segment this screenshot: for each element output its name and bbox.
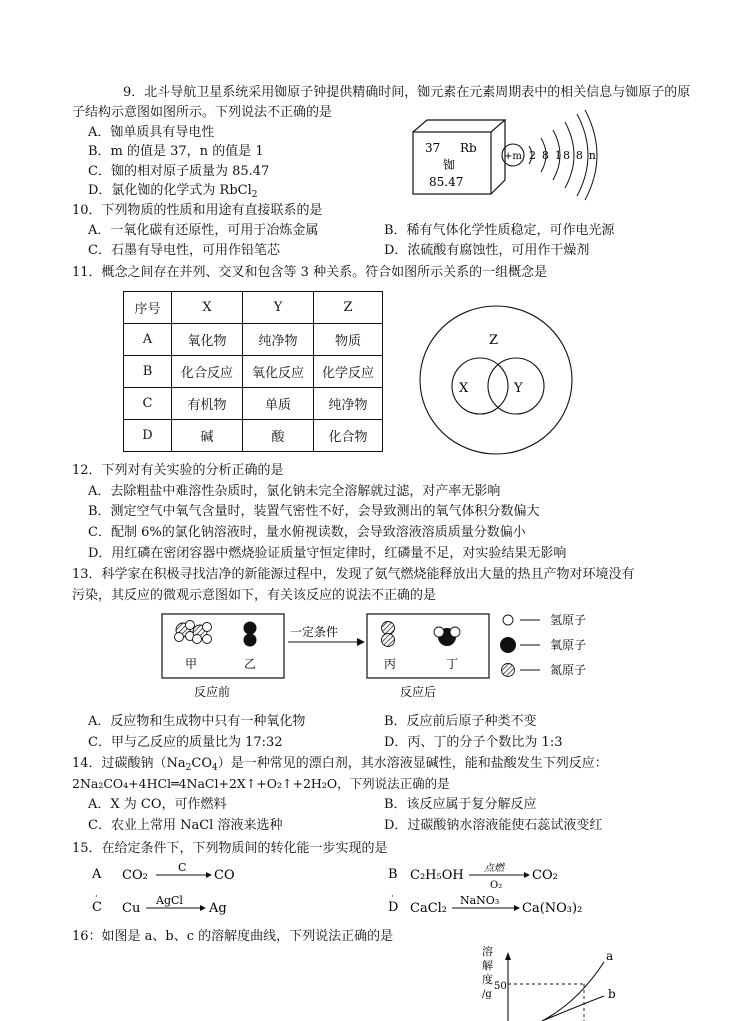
- q15-b-condition-bottom: O₂: [490, 880, 503, 891]
- label-bing: 丙: [384, 657, 397, 671]
- table-cell: 化合物: [314, 420, 383, 452]
- venn-diagram: [418, 300, 576, 456]
- arrow-icon: [200, 905, 206, 911]
- table-cell: C: [124, 388, 172, 420]
- table-cell: 物质: [314, 324, 383, 356]
- table-cell: 化学反应: [314, 356, 383, 388]
- label-ding: 丁: [446, 657, 459, 671]
- nucleus-charge: +m: [504, 151, 522, 162]
- q15-c-condition: AgCl: [156, 894, 183, 907]
- q13-option-c: C．甲与乙反应的质量比为 17:32: [88, 735, 283, 750]
- oxygen-atom-icon: [500, 637, 516, 653]
- q9-option-d: D．氯化铷的化学式为 RbCl$_2$: [88, 183, 258, 200]
- q10-option-b: B．稀有气体化学性质稳定，可作电光源: [384, 223, 615, 238]
- table-cell: D: [124, 420, 172, 452]
- dot-mark: ·: [95, 892, 98, 902]
- q12-option-c: C．配制 6%的氯化钠溶液时，量水俯视读数，会导致溶液溶质质量分数偏小: [88, 525, 526, 540]
- q13-stem-line1: 13．科学家在积极寻找洁净的新能源过程中，发现了氨气燃烧能释放出大量的热且产物对环境没有: [72, 567, 635, 582]
- curve-a: [542, 962, 604, 1021]
- header-cell: 序号: [124, 292, 172, 324]
- q15-conversions: [88, 860, 608, 922]
- hydrogen-atom-icon: [503, 615, 513, 625]
- q13-option-b: B．反应前后原子种类不变: [384, 714, 537, 729]
- nitrogen-atom-icon: [502, 664, 515, 677]
- q14-stem-line1: 14．过碳酸钠$(Na_2CO_4)$是一种常见的漂白剂，其水溶液显碱性，能和盐酸发生下列反应：: [72, 756, 608, 773]
- arrow-icon: [206, 872, 212, 878]
- q15-a-label: A: [92, 867, 102, 882]
- q14-option-c: C．农业上常用 NaCl 溶液来选种: [88, 818, 283, 833]
- dot-mark: ·: [391, 892, 394, 902]
- venn-y-label: Y: [514, 381, 523, 396]
- venn-z-label: Z: [489, 333, 499, 348]
- q15-a-condition: C: [178, 861, 187, 874]
- ylabel-char: 解: [482, 959, 493, 972]
- q12-option-a: A．去除粗盐中难溶性杂质时，氯化钠未完全溶解就过滤，对产率无影响: [88, 484, 501, 499]
- table-cell: 有机物: [172, 388, 243, 420]
- label-after: 反应后: [400, 685, 437, 699]
- q13-option-a: A．反应物和生成物中只有一种氧化物: [88, 714, 306, 729]
- solubility-chart: [478, 944, 638, 1021]
- q9-option-b: B．m 的值是 37，n 的值是 1: [88, 144, 264, 159]
- q12-stem: 12．下列对有关实验的分析正确的是: [72, 463, 284, 478]
- q11-concept-table: [123, 291, 383, 452]
- ylabel-char: 溶: [482, 945, 493, 958]
- q15-d-condition: NaNO₃: [460, 894, 500, 907]
- legend-nitrogen: 氮原子: [550, 663, 587, 677]
- q13-stem-line2: 污染，其反应的微观示意图如下，有关该反应的说法不正确的是: [72, 588, 437, 603]
- q15-d-from: CaCl₂: [410, 901, 448, 916]
- q15-c-label: C: [92, 900, 102, 915]
- table-row: [124, 356, 383, 388]
- q13-option-d: D．丙、丁的分子个数比为 1:3: [384, 735, 563, 750]
- table-cell: 纯净物: [314, 388, 383, 420]
- header-cell: Y: [243, 292, 314, 324]
- q9-option-c: C．铷的相对原子质量为 85.47: [88, 164, 270, 179]
- q15-d-label: D: [388, 900, 399, 915]
- q10-option-a: A．一氧化碳有还原性，可用于冶炼金属: [88, 223, 319, 238]
- table-cell: 氧化物: [172, 324, 243, 356]
- q15-c-from: Cu: [122, 901, 141, 916]
- q15-c-to: Ag: [209, 901, 227, 916]
- q14-equation: 2Na₂CO₄+4HCl═4NaCl+2X↑+O₂↑+2H₂O，下列说法正确的是: [72, 776, 450, 791]
- curve-a-label: a: [606, 949, 614, 963]
- q10-option-c: C．石墨有导电性，可用作铅笔芯: [88, 243, 280, 258]
- venn-x-label: X: [459, 381, 469, 396]
- q14-option-d: D．过碳酸钠水溶液能使石蕊试液变红: [384, 818, 603, 833]
- electron-shells: 2 8 18 8 n: [529, 149, 598, 162]
- axis-arrow-icon: [505, 952, 511, 960]
- table-cell: B: [124, 356, 172, 388]
- table-row: [124, 420, 383, 452]
- element-symbol: Rb: [460, 141, 477, 155]
- legend-oxygen: 氧原子: [550, 638, 587, 652]
- rubidium-figure: [405, 108, 625, 200]
- reaction-condition: 一定条件: [290, 625, 339, 639]
- table-row: [124, 388, 383, 420]
- table-cell: 酸: [243, 420, 314, 452]
- table-cell: A: [124, 324, 172, 356]
- label-jia: 甲: [185, 657, 198, 671]
- q12-option-b: B．测定空气中氧气含量时，装置气密性不好，会导致测出的氧气体积分数偏大: [88, 504, 540, 519]
- q15-a-to: CO: [214, 868, 235, 883]
- q15-b-from: C₂H₅OH: [410, 868, 464, 883]
- q16-stem: 16：如图是 a、b、c 的溶解度曲线，下列说法正确的是: [72, 929, 394, 944]
- label-before: 反应前: [194, 685, 231, 699]
- table-cell: 碱: [172, 420, 243, 452]
- arrow-icon: [524, 872, 530, 878]
- label-yi: 乙: [244, 657, 257, 671]
- table-row: [124, 324, 383, 356]
- curve-b-label: b: [608, 987, 616, 1001]
- q10-stem: 10．下列物质的性质和用途有直接联系的是: [72, 203, 323, 218]
- ylabel-char: 度: [482, 973, 493, 986]
- element-number: 37: [425, 141, 441, 155]
- reaction-diagram: [160, 606, 610, 712]
- q15-b-condition-top: 点燃: [484, 863, 504, 874]
- q15-stem: 15．在给定条件下，下列物质间的转化能一步实现的是: [72, 841, 388, 856]
- q15-b-to: CO₂: [532, 868, 558, 883]
- q9-stem-line2: 子结构示意图如图所示。下列说法不正确的是: [72, 105, 333, 120]
- element-name: 铷: [443, 158, 456, 172]
- y-tick-50: 50: [494, 981, 507, 992]
- venn-z-circle: [420, 306, 572, 454]
- q15-d-to: Ca(NO₃)₂: [522, 901, 583, 916]
- q12-option-d: D．用红磷在密闭容器中燃烧验证质量守恒定律时，红磷量不足，对实验结果无影响: [88, 546, 567, 561]
- q9-stem-line1: 9．北斗导航卫星系统采用铷原子钟提供精确时间，铷元素在元素周期表中的相关信息与铷原子的原: [123, 85, 691, 100]
- table-header-row: [124, 292, 383, 324]
- q14-option-b: B．该反应属于复分解反应: [384, 797, 537, 812]
- header-cell: X: [172, 292, 243, 324]
- q15-a-from: CO₂: [122, 868, 148, 883]
- table-cell: 纯净物: [243, 324, 314, 356]
- q10-option-d: D．浓硫酸有腐蚀性，可用作干燥剂: [384, 243, 590, 258]
- header-cell: Z: [314, 292, 383, 324]
- element-mass: 85.47: [429, 175, 464, 189]
- table-cell: 化合反应: [172, 356, 243, 388]
- ylabel-char: /g: [482, 989, 492, 1000]
- table-cell: 单质: [243, 388, 314, 420]
- legend-hydrogen: 氢原子: [550, 613, 587, 627]
- q11-stem: 11．概念之间存在并列、交叉和包含等 3 种关系。符合如图所示关系的一组概念是: [72, 265, 548, 280]
- q9-option-a: A．铷单质具有导电性: [88, 125, 215, 140]
- q15-b-label: B: [388, 867, 398, 882]
- arrow-icon: [514, 905, 520, 911]
- table-cell: 氧化反应: [243, 356, 314, 388]
- q14-option-a: A．X 为 CO，可作燃料: [88, 797, 227, 812]
- arrow-icon: [357, 638, 365, 646]
